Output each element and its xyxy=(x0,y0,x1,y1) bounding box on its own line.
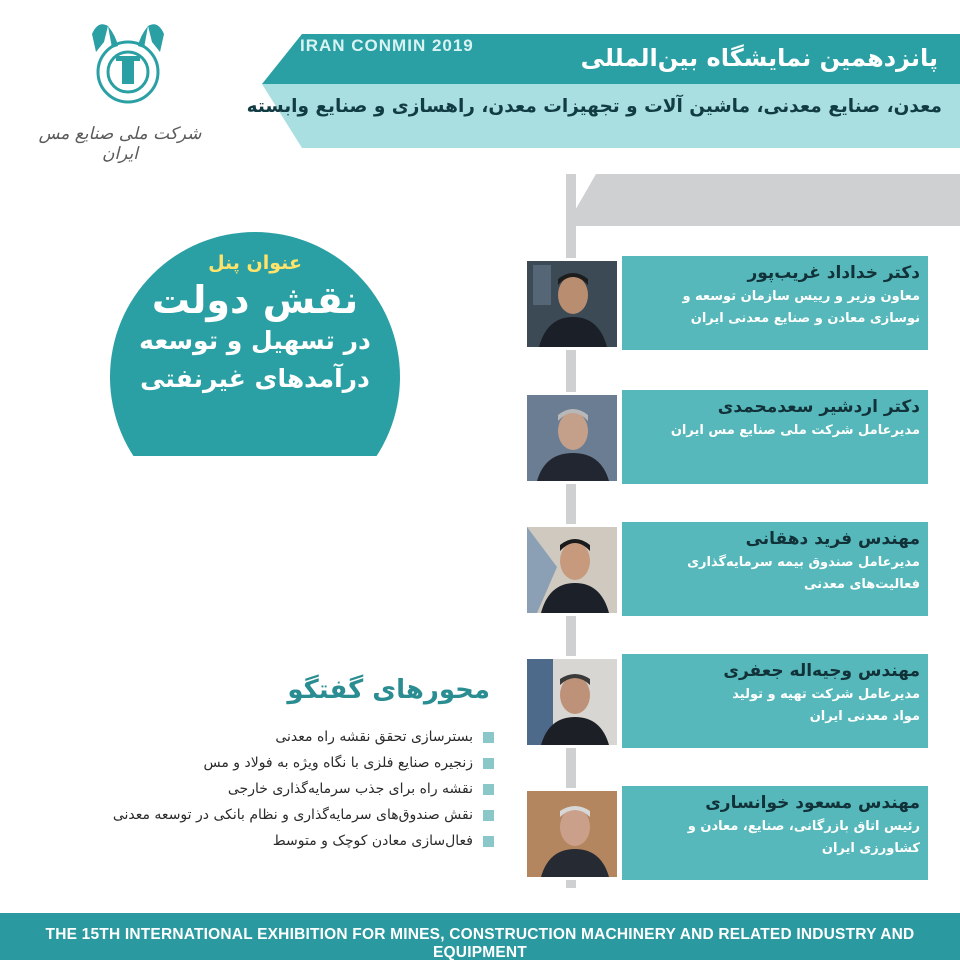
speaker-role-line: رئیس اتاق بازرگانی، صنایع، معادن و xyxy=(687,819,920,834)
bullet-square-icon xyxy=(483,758,494,769)
speaker-photo-icon xyxy=(524,258,620,350)
speaker-role-line: مدیرعامل صندوق بیمه سرمایه‌گذاری xyxy=(687,555,920,570)
speaker-text xyxy=(628,394,920,442)
speaker-role-line: مدیرعامل شرکت ملی صنایع مس ایران xyxy=(670,423,920,438)
topics-title: محورهای گفتگو xyxy=(287,675,490,705)
speaker-photo-icon xyxy=(524,392,620,484)
speaker-role-line: کشاورزی ایران xyxy=(821,841,920,856)
panel-title: نقش دولت xyxy=(151,278,359,322)
topic-text: نقش صندوق‌های سرمایه‌گذاری و نظام بانکی در توسعه معدنی xyxy=(112,807,473,823)
speaker-name: مهندس فرید دهقانی xyxy=(745,529,920,549)
speaker-name: مهندس وجیه‌اله جعفری xyxy=(723,661,920,681)
panel-subtitle-line2: درآمدهای غیرنفتی xyxy=(140,364,370,393)
exhibition-fa-title: پانزدهمین نمایشگاه بین‌المللی xyxy=(580,44,938,72)
topic-item xyxy=(14,828,494,854)
exhibition-fa-subtitle: معدن، صنایع معدنی، ماشین آلات و تجهیزات معدن، راهسازی و صنایع وابسته xyxy=(246,96,942,117)
footer-text: THE 15TH INTERNATIONAL EXHIBITION FOR MINES, CONSTRUCTION MACHINERY AND RELATED INDUSTRY AND EQUIPMENT xyxy=(45,926,915,961)
bullet-square-icon xyxy=(483,784,494,795)
topic-text: نقشه راه برای جذب سرمایه‌گذاری خارجی xyxy=(227,781,473,797)
panel-title-block xyxy=(112,252,398,398)
speaker-card xyxy=(524,256,928,350)
speaker-text xyxy=(628,260,920,330)
speaker-card xyxy=(524,390,928,484)
speaker-role-line: مدیرعامل شرکت تهیه و تولید xyxy=(732,687,920,702)
topic-text: بسترسازی تحقق نقشه راه معدنی xyxy=(275,729,473,745)
bullet-square-icon xyxy=(483,732,494,743)
speaker-text xyxy=(628,658,920,728)
speaker-name: دکتر خداداد غریب‌پور xyxy=(747,263,920,283)
speaker-card xyxy=(524,522,928,616)
speaker-photo-icon xyxy=(524,788,620,880)
speakers-bracket-top xyxy=(566,174,960,226)
speaker-card xyxy=(524,786,928,880)
topic-text: زنجیره صنایع فلزی با نگاه ویژه به فولاد و مس xyxy=(203,755,473,771)
exhibition-en-title: IRAN CONMIN 2019 xyxy=(300,36,474,55)
speaker-role-line: فعالیت‌های معدنی xyxy=(804,577,920,592)
topic-item xyxy=(14,724,494,750)
topic-text: فعال‌سازی معادن کوچک و متوسط xyxy=(272,833,473,849)
speaker-role-line: نوسازی معادن و صنایع معدنی ایران xyxy=(690,311,920,326)
speaker-photo-icon xyxy=(524,656,620,748)
topic-item xyxy=(14,750,494,776)
company-logo-icon xyxy=(78,12,178,112)
topic-item xyxy=(14,776,494,802)
speaker-role-line: معاون وزیر و رییس سازمان توسعه و xyxy=(682,289,920,304)
speaker-text xyxy=(628,790,920,860)
speaker-name: دکتر اردشیر سعدمحمدی xyxy=(717,397,920,417)
bullet-square-icon xyxy=(483,810,494,821)
panel-subtitle-line1: در تسهیل و توسعه xyxy=(139,326,371,355)
speaker-card xyxy=(524,654,928,748)
panel-label: عنوان پنل xyxy=(208,252,302,274)
speaker-name: مهندس مسعود خوانساری xyxy=(705,793,920,813)
topic-item xyxy=(14,802,494,828)
topics-list xyxy=(14,724,494,854)
panel-circle-cut xyxy=(100,456,420,536)
company-name: شرکت ملی صنایع مس ایران xyxy=(38,124,202,164)
speaker-role-line: مواد معدنی ایران xyxy=(809,709,920,724)
bullet-square-icon xyxy=(483,836,494,847)
speaker-text xyxy=(628,526,920,596)
speaker-photo-icon xyxy=(524,524,620,616)
